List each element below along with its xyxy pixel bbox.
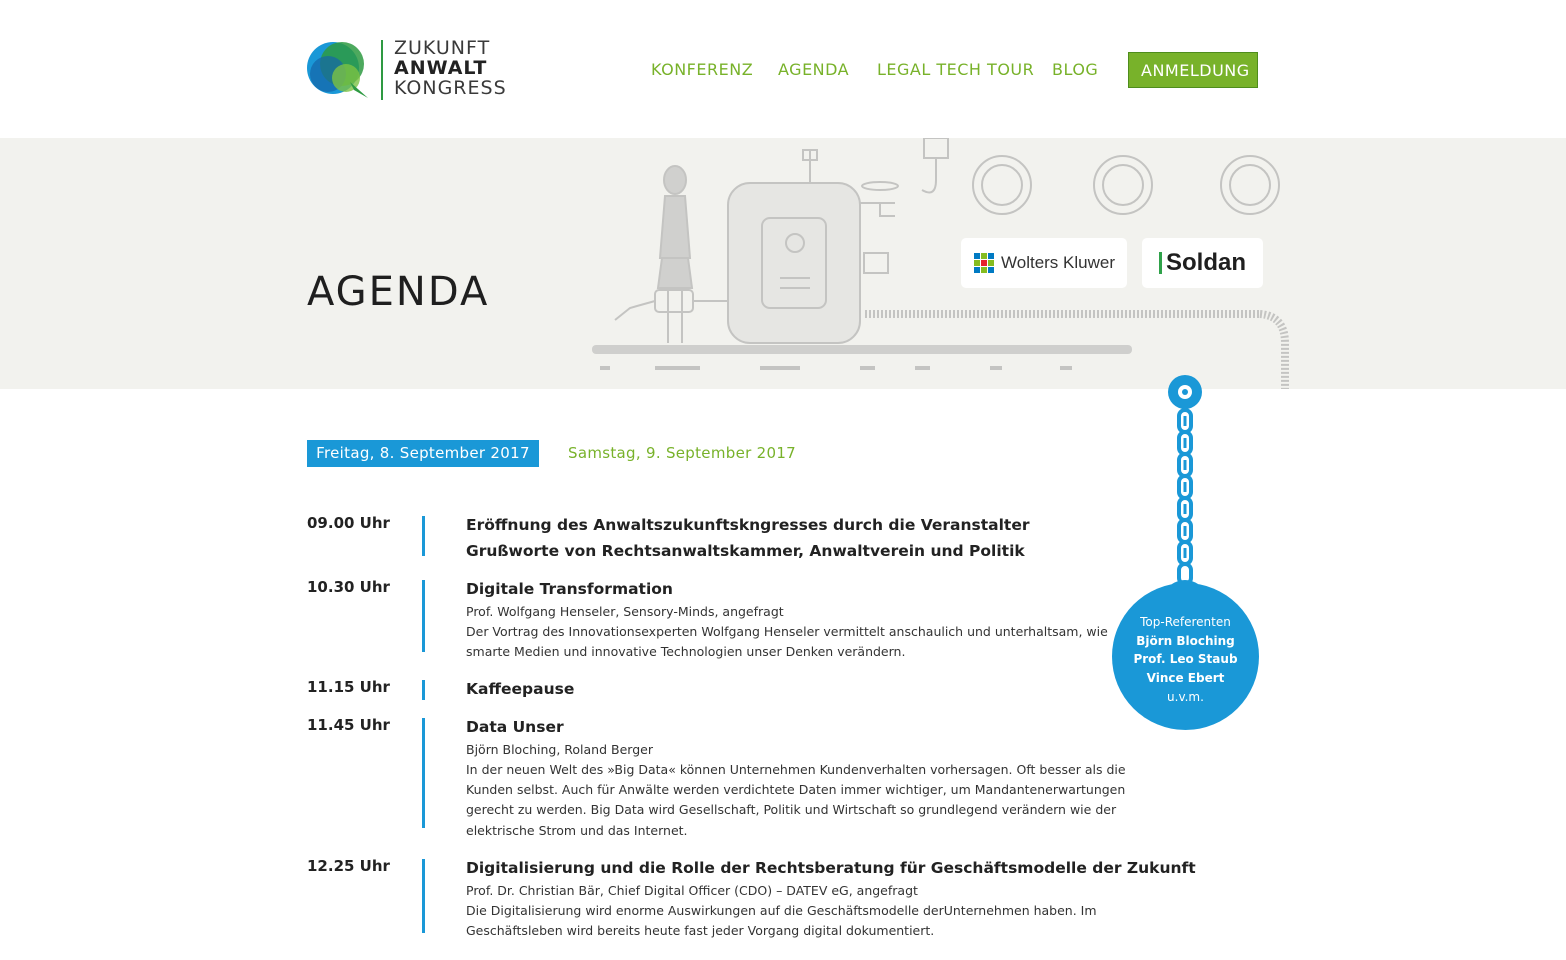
timeline-bar bbox=[422, 859, 425, 933]
logo-line-2: ANWALT bbox=[394, 57, 488, 79]
timeline-bar bbox=[422, 718, 425, 828]
nav-konferenz[interactable]: KONFERENZ bbox=[651, 60, 754, 79]
site-logo[interactable] bbox=[306, 38, 506, 102]
agenda-speaker: Björn Bloching, Roland Berger bbox=[466, 742, 653, 757]
timeline-bar bbox=[422, 516, 425, 556]
agenda-desc-line: Kunden selbst. Auch für Anwälte werden verdichtete Daten immer wichtiger, um Mandantenerwartungen bbox=[466, 782, 1126, 798]
register-button[interactable]: ANMELDUNG bbox=[1128, 52, 1258, 88]
logo-line-1: ZUKUNFT bbox=[394, 37, 491, 59]
agenda-time: 11.45 Uhr bbox=[307, 716, 390, 734]
hero-banner bbox=[0, 138, 1566, 389]
top-speakers-badge[interactable] bbox=[1112, 583, 1259, 730]
agenda-title: Grußworte von Rechtsanwaltskammer, Anwaltverein und Politik bbox=[466, 542, 1025, 560]
agenda-time: 11.15 Uhr bbox=[307, 678, 390, 696]
soldan-bar-icon bbox=[1159, 252, 1162, 274]
agenda-desc-line: In der neuen Welt des »Big Data« können Unternehmen Kundenverhalten vorhersagen. Oft besser als die bbox=[466, 762, 1126, 777]
agenda-time: 12.25 Uhr bbox=[307, 857, 390, 875]
badge-speaker: Björn Bloching bbox=[1136, 634, 1235, 648]
tab-friday[interactable]: Freitag, 8. September 2017 bbox=[307, 440, 539, 467]
agenda-speaker: Prof. Dr. Christian Bär, Chief Digital Officer (CDO) – DATEV eG, angefragt bbox=[466, 883, 918, 898]
agenda-desc-line: gerecht zu werden. Big Data wird Gesellschaft, Politik und Wirtschaft so grundlegend verändern wie der bbox=[466, 802, 1117, 818]
logo-line-3: KONGRESS bbox=[394, 77, 507, 99]
timeline-bar bbox=[422, 680, 425, 700]
nav-blog[interactable]: BLOG bbox=[1052, 60, 1099, 79]
agenda-desc-line: Geschäftsleben wird bereits heute fast jeder Vorgang digital dokumentiert. bbox=[466, 923, 935, 939]
site-header bbox=[0, 0, 1566, 138]
wolters-kluwer-logo-icon bbox=[973, 252, 995, 274]
sponsor-soldan-label: Soldan bbox=[1165, 249, 1246, 276]
nav-legal-tech-tour[interactable]: LEGAL TECH TOUR bbox=[877, 60, 1035, 79]
agenda-speaker: Prof. Wolfgang Henseler, Sensory-Minds, angefragt bbox=[466, 604, 784, 619]
sponsor-soldan[interactable] bbox=[1142, 238, 1263, 288]
agenda-time: 10.30 Uhr bbox=[307, 578, 390, 596]
sponsor-wolters-kluwer[interactable] bbox=[961, 238, 1127, 288]
agenda-title: Digitalisierung und die Rolle der Rechtsberatung für Geschäftsmodelle der Zukunft bbox=[466, 859, 1196, 877]
badge-speaker: Prof. Leo Staub bbox=[1133, 652, 1238, 666]
agenda-desc-line: Die Digitalisierung wird enorme Auswirkungen auf die Geschäftsmodelle derUnternehmen haben. Im bbox=[466, 903, 1097, 918]
page-title: AGENDA bbox=[307, 268, 490, 315]
speech-bubble-logo-icon bbox=[306, 40, 372, 100]
agenda-title: Kaffeepause bbox=[466, 680, 575, 698]
agenda-desc-line: smarte Medien und innovative Technologien unser Denken verändern. bbox=[466, 644, 906, 660]
agenda-desc-line: elektrische Strom und das Internet. bbox=[466, 822, 688, 838]
agenda-desc-line: Der Vortrag des Innovationsexperten Wolfgang Henseler vermittelt anschaulich und unterhaltsam, wie bbox=[466, 624, 1108, 639]
agenda-time: 09.00 Uhr bbox=[307, 514, 390, 532]
badge-more: u.v.m. bbox=[1167, 690, 1204, 704]
agenda-title: Digitale Transformation bbox=[466, 580, 673, 598]
sponsor-wolters-kluwer-label: Wolters Kluwer bbox=[1001, 253, 1115, 272]
machine-illustration bbox=[0, 138, 1566, 389]
agenda-title: Eröffnung des Anwaltszukunftskngresses durch die Veranstalter bbox=[466, 516, 1030, 534]
badge-speaker: Vince Ebert bbox=[1146, 671, 1225, 685]
logo-wordmark bbox=[394, 38, 507, 98]
timeline-bar bbox=[422, 580, 425, 652]
logo-divider bbox=[381, 40, 383, 100]
agenda-title: Data Unser bbox=[466, 718, 564, 736]
tab-saturday[interactable]: Samstag, 9. September 2017 bbox=[568, 444, 797, 462]
nav-agenda[interactable]: AGENDA bbox=[778, 60, 850, 79]
badge-intro: Top-Referenten bbox=[1140, 615, 1231, 629]
